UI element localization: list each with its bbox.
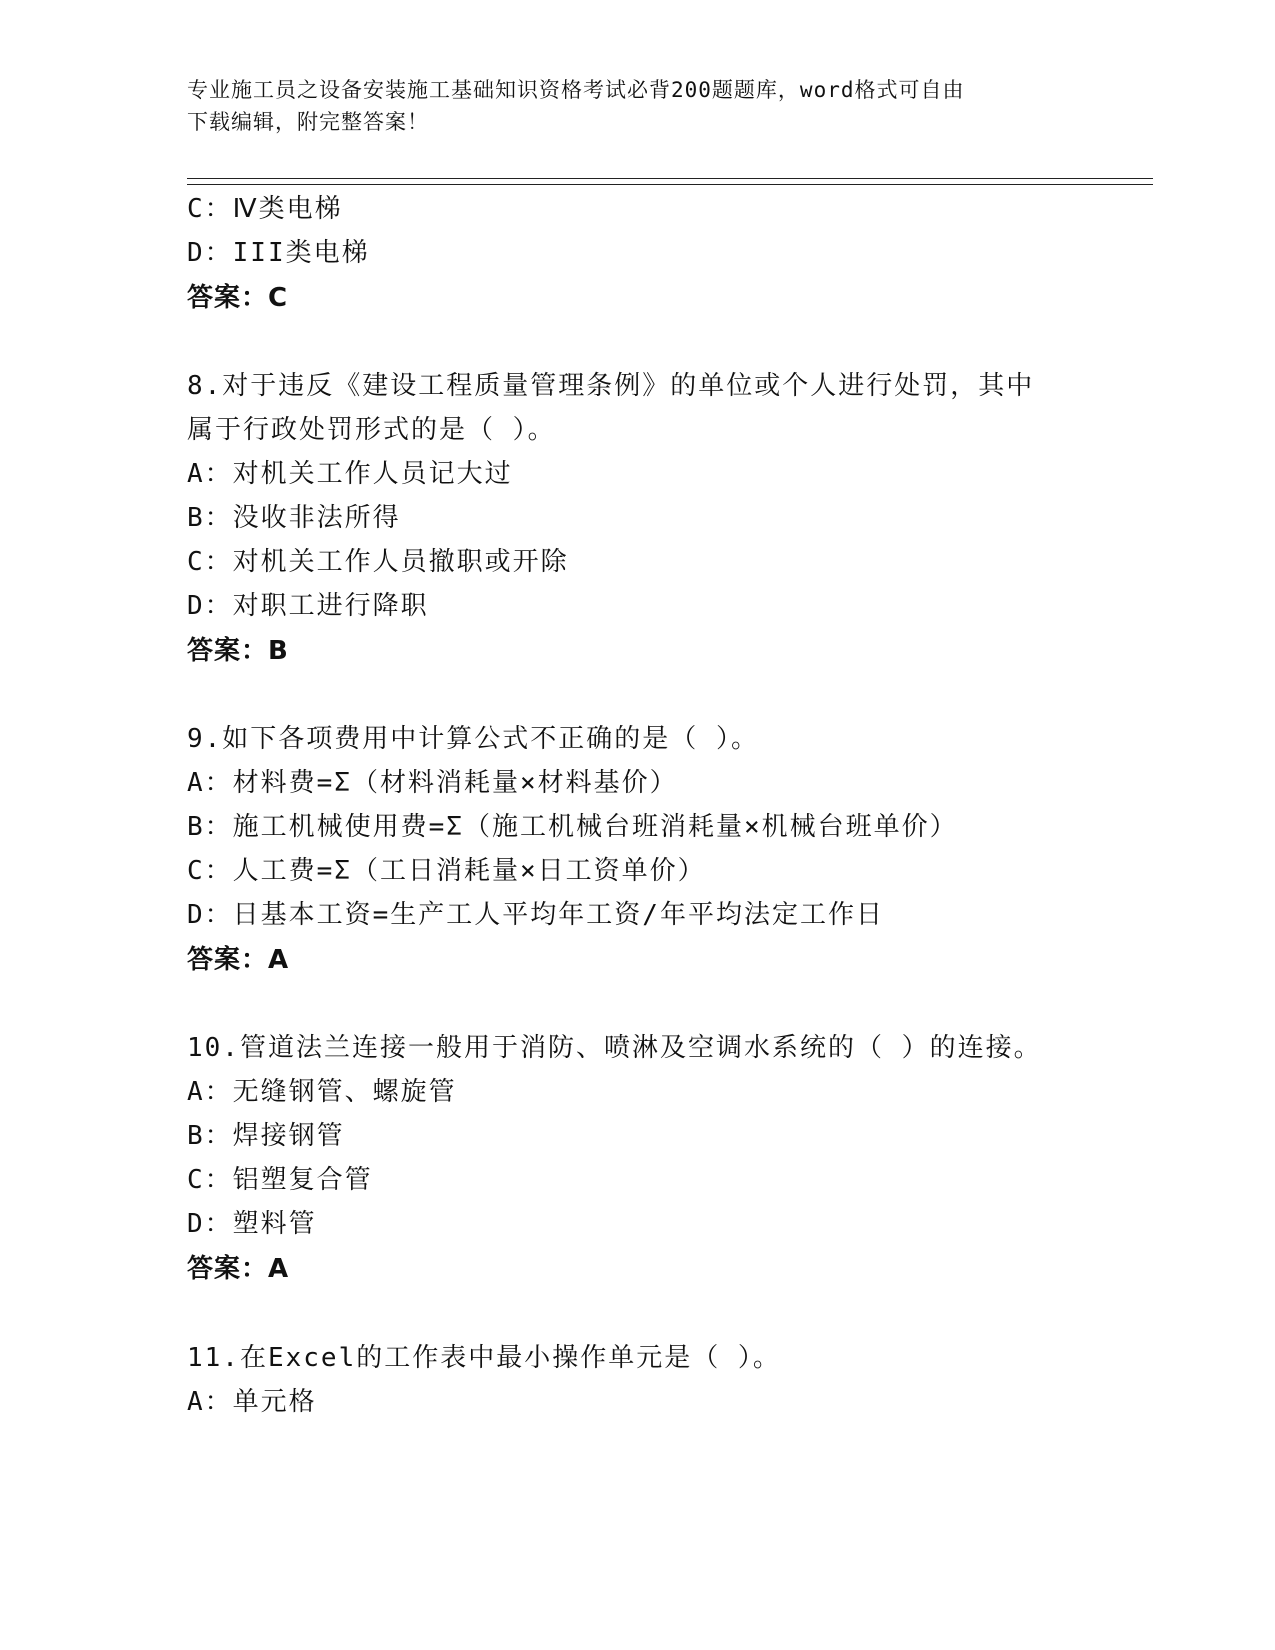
prev-option-d: D：III类电梯 (187, 238, 370, 268)
q9-option-b: B：施工机械使用费=Σ（施工机械台班消耗量×机械台班单价） (187, 812, 958, 842)
q9-option-d: D：日基本工资=生产工人平均年工资/年平均法定工作日 (187, 900, 884, 930)
q8-option-a: A：对机关工作人员记大过 (187, 459, 513, 489)
q8-option-d: D：对职工进行降职 (187, 591, 429, 621)
q10-stem: 10.管道法兰连接一般用于消防、喷淋及空调水系统的（ ）的连接。 (187, 1033, 1042, 1063)
header-divider-bottom (187, 184, 1153, 185)
q11-stem: 11.在Excel的工作表中最小操作单元是（ ）。 (187, 1343, 781, 1373)
q9-option-a: A：材料费=Σ（材料消耗量×材料基价） (187, 768, 678, 798)
q8-stem-line-2: 属于行政处罚形式的是（ ）。 (187, 415, 556, 445)
prev-option-c: C：Ⅳ类电梯 (187, 194, 343, 224)
header-line-2: 下载编辑，附完整答案！ (187, 110, 429, 134)
q8-option-b: B：没收非法所得 (187, 503, 401, 533)
header-divider-top (187, 178, 1153, 179)
q10-option-c: C：铝塑复合管 (187, 1165, 373, 1195)
q8-stem-line-1: 8.对于违反《建设工程质量管理条例》的单位或个人进行处罚，其中 (187, 371, 1035, 401)
prev-answer: 答案：C (187, 283, 289, 313)
q8-answer: 答案：B (187, 636, 289, 666)
q9-stem: 9.如下各项费用中计算公式不正确的是（ ）。 (187, 724, 759, 754)
q10-option-b: B：焊接钢管 (187, 1121, 345, 1151)
document-header (187, 74, 1087, 138)
header-line-1: 专业施工员之设备安装施工基础知识资格考试必背200题题库，word格式可自由 (187, 78, 965, 102)
q10-answer: 答案：A (187, 1254, 290, 1284)
q10-option-d: D：塑料管 (187, 1209, 317, 1239)
q9-answer: 答案：A (187, 945, 290, 975)
q8-option-c: C：对机关工作人员撤职或开除 (187, 547, 569, 577)
q11-option-a: A：单元格 (187, 1387, 317, 1417)
q9-option-c: C：人工费=Σ（工日消耗量×日工资单价） (187, 856, 706, 886)
q10-option-a: A：无缝钢管、螺旋管 (187, 1077, 457, 1107)
